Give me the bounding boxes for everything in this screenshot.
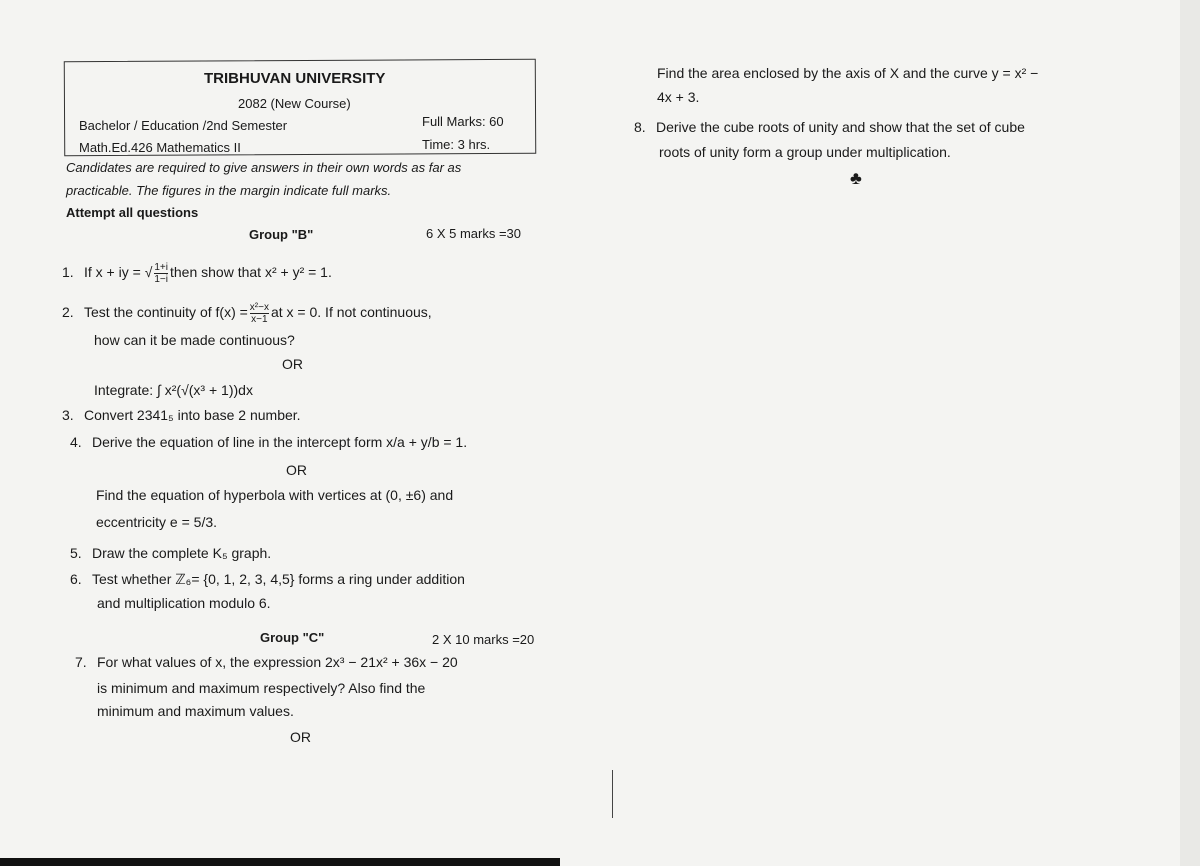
question-4: 4. Derive the equation of line in the intercept form x/a + y/b = 1. xyxy=(70,434,468,450)
instructions-line1: Candidates are required to give answers in their own words as far as xyxy=(66,160,462,175)
question-3: 3. Convert 2341₅ into base 2 number. xyxy=(62,407,301,423)
course: Math.Ed.426 Mathematics II xyxy=(79,140,241,155)
exam-year: 2082 (New Course) xyxy=(238,96,351,111)
question-8: 8. Derive the cube roots of unity and show that the set of cube xyxy=(634,119,1025,135)
question-7-alt2: 4x + 3. xyxy=(657,89,700,105)
question-2-line2: how can it be made continuous? xyxy=(94,332,295,348)
attempt-all: Attempt all questions xyxy=(66,205,199,220)
question-5: 5. Draw the complete K₅ graph. xyxy=(70,545,272,561)
question-6: 6. Test whether ℤ₆= {0, 1, 2, 3, 4,5} forms a ring under addition xyxy=(70,571,465,587)
or-label: OR xyxy=(286,462,307,478)
or-label: OR xyxy=(282,356,303,372)
question-8-line2: roots of unity form a group under multiplication. xyxy=(659,144,951,160)
time: Time: 3 hrs. xyxy=(422,137,491,152)
question-1: 1. If x + iy = √ $\frac{1+i}{1-i}$ then show that x² + y² = 1. xyxy=(62,262,332,285)
or-label: OR xyxy=(290,729,311,745)
group-b-marks: 6 X 5 marks =30 xyxy=(426,226,522,241)
question-2: 2. Test the continuity of f(x) = $\frac{\text{x²−x}}{x-1}$ at x = 0. If not continuous, xyxy=(62,302,432,325)
fold-line xyxy=(612,770,613,818)
group-c-title: Group "C" xyxy=(260,630,325,645)
question-7-line2: is minimum and maximum respectively? Also find the xyxy=(97,680,426,696)
question-2-alt: Integrate: ∫ x²(√(x³ + 1))dx xyxy=(94,382,253,398)
question-7-line3: minimum and maximum values. xyxy=(97,703,294,719)
program: Bachelor / Education /2nd Semester xyxy=(79,118,288,133)
university-name: TRIBHUVAN UNIVERSITY xyxy=(204,70,386,87)
question-4-alt1: Find the equation of hyperbola with vertices at (0, ±6) and xyxy=(96,487,454,503)
page-bottom-edge xyxy=(0,858,560,866)
page-edge xyxy=(1180,0,1200,866)
question-7-alt1: Find the area enclosed by the axis of X and the curve y = x² − xyxy=(657,65,1039,81)
full-marks: Full Marks: 60 xyxy=(422,114,504,129)
instructions-line2: practicable. The figures in the margin indicate full marks. xyxy=(66,183,392,198)
club-symbol: ♣ xyxy=(850,168,862,188)
group-b-title: Group "B" xyxy=(249,227,314,242)
question-7: 7. For what values of x, the expression 2x³ − 21x² + 36x − 20 xyxy=(75,654,458,670)
group-c-marks: 2 X 10 marks =20 xyxy=(432,632,535,647)
question-6-line2: and multiplication modulo 6. xyxy=(97,595,271,611)
question-4-alt2: eccentricity e = 5/3. xyxy=(96,514,218,530)
